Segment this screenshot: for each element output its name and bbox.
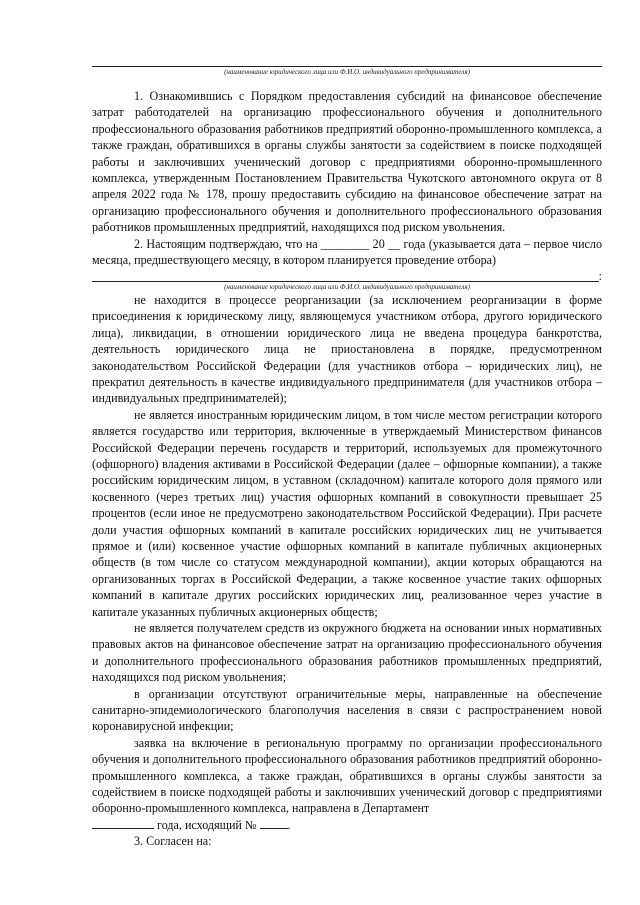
paragraph-2: 2. Настоящим подтверждаю, что на ________ 20 __ года (указывается дата – первое число месяца, предшествующего месяцу, в котором планируется проведение отбора)	[92, 236, 602, 268]
condition-item: не является иностранным юридическим лицом, в том числе местом регистрации которого является государство или территория, включенные в утверждаемый Министерством финансов Российской Федерации перечень государств и территорий, используемых для промежуточного (офшорного) владения активами в Российской Федерации (далее – офшорные компании), а также российским юридическим лицом, в уставном (складочном) капитале которого доля прямого или косвенного (через третьих лиц) участия офшорных компаний в совокупности превышает 25 процентов (если иное не предусмотрено законодательством Российской Федерации). При расчете доли участия офшорных компаний в капитале российских юридических лиц не учитывается прямое и (или) косвенное участие офшорных компаний в капитале публичных акционерных обществ (в том числе со статусом международной компании), акции которых обращаются на организованных торгах в Российской Федерации, а также косвенное участие таких офшорных компаний в капитале других российских юридических лиц, реализованное через участие в капитале указанных публичных акционерных обществ;	[92, 407, 602, 619]
document-page	[92, 66, 602, 850]
paragraph-1: 1. Ознакомившись с Порядком предоставления субсидий на финансовое обеспечение затрат работодателей на организацию профессионального обучения и дополнительного профессионального образования работников предприятий оборонно-промышленного комплекса, а также граждан, обратившихся в органы службы занятости за содействием в поиске подходящей работы и заключивших ученический договор с предприятиями оборонно-промышленного комплекса, утвержденным Постановлением Правительства Чукотского автономного округа от 8 апреля 2022 года № 178, прошу предоставить субсидию на финансовое обеспечение затрат на организацию профессионального обучения и дополнительного профессионального образования работников промышленных предприятий, находящихся под риском увольнения.	[92, 89, 602, 235]
condition-item: в организации отсутствуют ограничительные меры, направленные на обеспечение санитарно-эпидемиологического благополучия населения в связи с распространением новой коронавирусной инфекции;	[92, 686, 602, 734]
paragraph-2-end: :	[598, 269, 602, 284]
condition-item: не находится в процессе реорганизации (за исключением реорганизации в форме присоединения к юридическому лицу, являющемуся участником отбора, другого юридического лица), ликвидации, в отношении юридического лица не введена процедура банкротства, деятельность юридического лица не приостановлена в порядке, предусмотренном законодательством Российской Федерации (для участников отбора – юридических лиц), не прекратил деятельность в качестве индивидуального предпринимателя (для участников отбора – индивидуальных предпринимателей);	[92, 292, 602, 406]
date-blank	[92, 817, 154, 829]
date-line-end: .	[287, 817, 291, 832]
applicant-name-caption-2: (наименование юридического лица или Ф.И.О. индивидуального предпринимателя)	[224, 282, 470, 291]
applicant-name-line-2	[92, 281, 599, 282]
outgoing-number-blank	[260, 817, 288, 829]
date-line-text: года, исходящий №	[157, 817, 257, 832]
applicant-name-caption: (наименование юридического лица или Ф.И.О. индивидуального предпринимателя)	[224, 68, 470, 76]
paragraph-3: 3. Согласен на:	[134, 834, 212, 849]
date-line	[92, 817, 602, 833]
condition-item: не является получателем средств из окружного бюджета на основании иных нормативных правовых актов на финансовое обеспечение затрат на организацию профессионального обучения и дополнительного профессионального образования работников промышленных предприятий, находящихся под риском увольнения;	[92, 621, 602, 685]
condition-item: заявка на включение в региональную программу по организации профессионального обучения и дополнительного профессионального образования работников предприятий оборонно-промышленного комплекса, а также граждан, обратившихся в органы службы занятости за содействием в поиске подходящей работы и заключивших ученический договор с предприятиями оборонно-промышленного комплекса, направлена в Департамент	[92, 735, 602, 816]
applicant-name-line	[92, 66, 602, 67]
